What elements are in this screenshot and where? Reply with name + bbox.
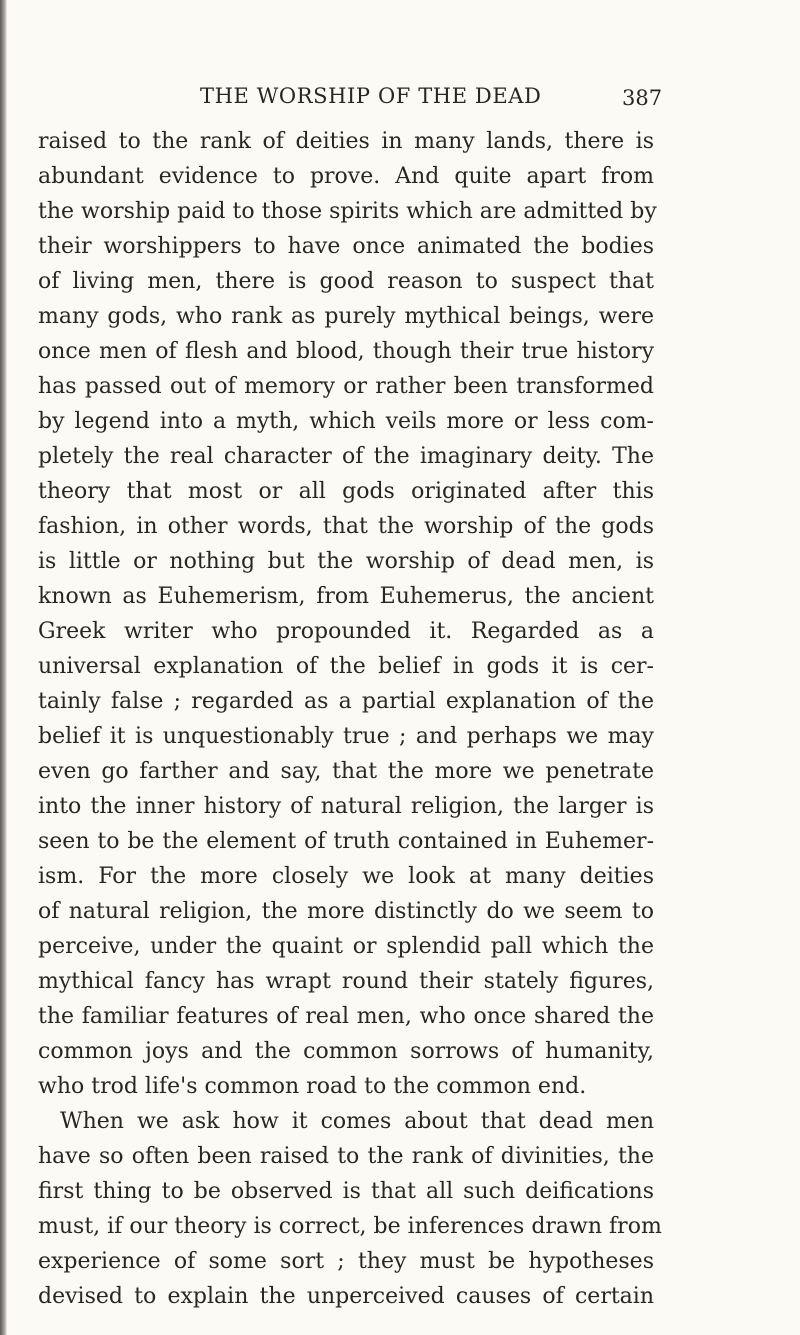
- text-line: many gods, who rank as purely mythical beings, were: [38, 304, 654, 329]
- text-line: experience of some sort ; they must be hypotheses: [38, 1249, 654, 1274]
- text-line: have so often been raised to the rank of divinities, the: [38, 1144, 654, 1169]
- text-line: pletely the real character of the imaginary deity. The: [38, 444, 654, 469]
- text-line: ism. For the more closely we look at many deities: [38, 864, 654, 889]
- page-binding-edge: [0, 0, 7, 1335]
- paragraph-start-line: When we ask how it comes about that dead men: [60, 1109, 654, 1134]
- text-line: of living men, there is good reason to suspect that: [38, 269, 654, 294]
- text-line: once men of flesh and blood, though their true history: [38, 339, 654, 364]
- text-line: tainly false ; regarded as a partial explanation of the: [38, 689, 654, 714]
- text-line: universal explanation of the belief in gods it is cer-: [38, 654, 654, 679]
- text-line: into the inner history of natural religion, the larger is: [38, 794, 654, 819]
- text-line: known as Euhemerism, from Euhemerus, the ancient: [38, 584, 654, 609]
- text-line: fashion, in other words, that the worship of the gods: [38, 514, 654, 539]
- text-line: mythical fancy has wrapt round their stately figures,: [38, 969, 654, 994]
- header-title: THE WORSHIP OF THE DEAD: [200, 84, 542, 108]
- paragraph-end-line: who trod life's common road to the common end.: [38, 1074, 587, 1099]
- text-line: must, if our theory is correct, be inferences drawn from: [38, 1214, 662, 1239]
- text-line: first thing to be observed is that all such deifications: [38, 1179, 654, 1204]
- text-line: by legend into a myth, which veils more or less com-: [38, 409, 654, 434]
- running-head: [0, 84, 800, 124]
- text-line: seen to be the element of truth contained in Euhemer-: [38, 829, 654, 854]
- text-line: the worship paid to those spirits which are admitted by: [38, 199, 657, 224]
- page-number: 387: [622, 86, 663, 110]
- text-line: is little or nothing but the worship of dead men, is: [38, 549, 654, 574]
- text-line: even go farther and say, that the more we penetrate: [38, 759, 654, 784]
- text-line: Greek writer who propounded it. Regarded as a: [38, 619, 654, 644]
- body-text: [38, 124, 662, 1314]
- text-line: raised to the rank of deities in many lands, there is: [38, 129, 654, 154]
- text-line: common joys and the common sorrows of humanity,: [38, 1039, 654, 1064]
- text-line: perceive, under the quaint or splendid pall which the: [38, 934, 654, 959]
- text-line: their worshippers to have once animated the bodies: [38, 234, 654, 259]
- text-line: theory that most or all gods originated after this: [38, 479, 654, 504]
- text-line: has passed out of memory or rather been transformed: [38, 374, 654, 399]
- text-line: the familiar features of real men, who once shared the: [38, 1004, 654, 1029]
- text-line: of natural religion, the more distinctly do we seem to: [38, 899, 654, 924]
- text-line: devised to explain the unperceived causes of certain: [38, 1284, 654, 1309]
- text-line: abundant evidence to prove. And quite apart from: [38, 164, 654, 189]
- text-line: belief it is unquestionably true ; and perhaps we may: [38, 724, 654, 749]
